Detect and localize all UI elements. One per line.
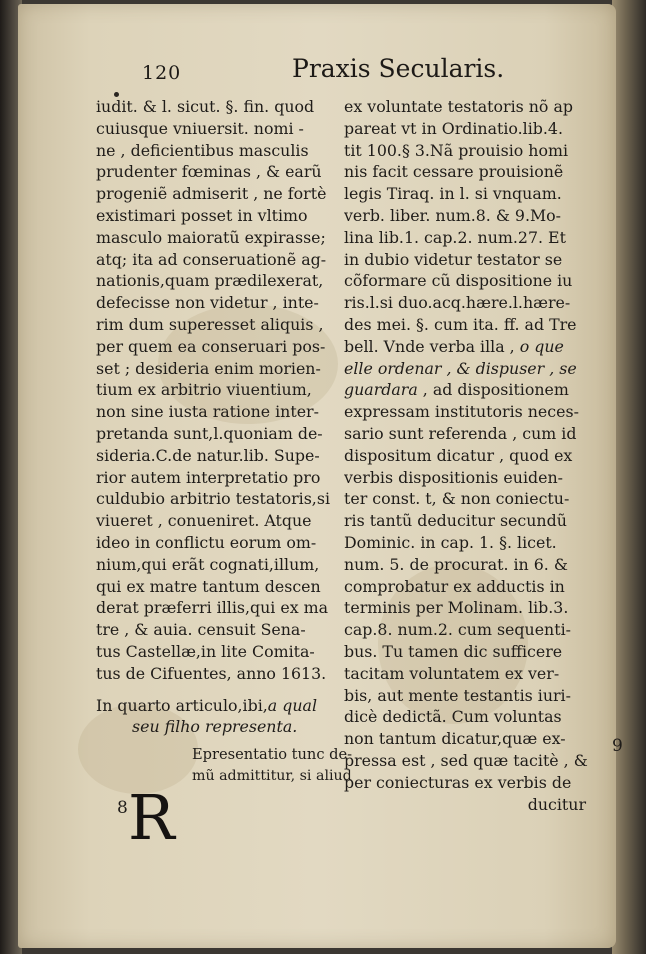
text-line: cap.8. num.2. cum sequenti- xyxy=(344,620,571,640)
page-header xyxy=(18,54,616,86)
text-line: verbis dispositionis euiden- xyxy=(344,467,563,487)
text-line: non sine iusta ratione inter- xyxy=(96,402,319,422)
text-line: nis facit cessare prouisionẽ xyxy=(344,162,564,182)
text-line: terminis per Molinam. lib.3. xyxy=(344,598,569,618)
text-line: num. 5. de procurat. in 6. & xyxy=(344,554,568,574)
article-heading-italic-line: seu filho representa. xyxy=(132,717,298,737)
text-line: atq; ita ad conseruationẽ ag- xyxy=(96,249,327,269)
article-heading-italic: a qual xyxy=(267,695,317,715)
text-line: pressa est , sed quæ tacitè , & xyxy=(344,750,588,770)
text-line xyxy=(344,379,596,401)
text-fragment: bell. Vnde verba illa , xyxy=(344,336,515,356)
text-fragment: , ad dispositionem xyxy=(422,380,569,400)
text-line: tit 100.§ 3.Nã prouisio homi xyxy=(344,140,569,160)
text-line: culdubio arbitrio testatoris,si xyxy=(96,489,330,509)
text-line: cuiusque vniuersit. nomi - xyxy=(96,118,304,138)
text-line: prudenter fœminas , & earũ xyxy=(96,162,322,182)
text-line: nationis,quam prædilexerat, xyxy=(96,271,324,291)
text-line: per coniecturas ex verbis de xyxy=(344,772,572,792)
text-line: tre , & auia. censuit Sena- xyxy=(96,620,306,640)
text-line: sario sunt referenda , cum id xyxy=(344,423,577,443)
text-line: ducitur xyxy=(527,794,586,814)
text-line: dispositum dicatur , quod ex xyxy=(344,445,573,465)
text-line: ter const. t, & non coniectu- xyxy=(344,489,570,509)
text-line: progeniẽ admiserit , ne fortè xyxy=(96,184,327,204)
text-line: Dominic. in cap. 1. §. licet. xyxy=(344,532,557,552)
text-line: ris tantũ deducitur secundũ xyxy=(344,511,567,531)
text-line: ne , deficientibus masculis xyxy=(96,140,309,160)
page-number: 120 xyxy=(142,62,182,84)
text-line: tus Castellæ,in lite Comita- xyxy=(96,641,315,661)
text-line: expressam institutoris neces- xyxy=(344,402,579,422)
article-heading-line xyxy=(96,695,352,717)
text-line: tium ex arbitrio viuentium, xyxy=(96,380,312,400)
text-line: pareat vt in Ordinatio.lib.4. xyxy=(344,118,563,138)
text-line: rim dum superesset aliquis , xyxy=(96,314,324,334)
text-line: ex voluntate testatoris nõ ap xyxy=(344,97,573,116)
italic-quote: guardara xyxy=(344,380,418,400)
text-line: legis Tiraq. in l. si vnquam. xyxy=(344,184,562,204)
italic-quote: o que xyxy=(519,336,564,356)
drop-cap-letter: R xyxy=(128,781,175,854)
left-column xyxy=(96,96,352,788)
text-line: in dubio videtur testator se xyxy=(344,249,563,269)
text-line: ideo in conflictu eorum om- xyxy=(96,532,317,552)
text-line: dicè dedictã. Cum voluntas xyxy=(344,707,562,727)
text-line: qui ex matre tantum descen xyxy=(96,576,321,596)
text-line: per quem ea conseruari pos- xyxy=(96,336,326,356)
text-line: masculo maioratũ expirasse; xyxy=(96,227,326,247)
margin-number-left: 8 xyxy=(117,798,128,818)
right-column xyxy=(344,96,596,815)
text-line: lina lib.1. cap.2. num.27. Et xyxy=(344,227,566,247)
text-line: comprobatur ex adductis in xyxy=(344,576,565,596)
text-line: tacitam voluntatem ex ver- xyxy=(344,663,560,683)
text-line: defecisse non videtur , inte- xyxy=(96,293,319,313)
text-line: non tantum dicatur,quæ ex- xyxy=(344,729,566,749)
text-line xyxy=(344,336,596,358)
running-title: Praxis Secularis. xyxy=(292,54,505,83)
text-line: des mei. §. cum ita. ff. ad Tre xyxy=(344,314,577,334)
text-line: nium,qui erãt cognati,illum, xyxy=(96,554,320,574)
article-heading-text: In quarto articulo,ibi, xyxy=(96,695,268,715)
margin-number-right: 9 xyxy=(612,736,623,756)
italic-quote-line: elle ordenar , & dispuser , se xyxy=(344,358,577,378)
text-line: tus de Cifuentes, anno 1613. xyxy=(96,663,327,683)
text-line: set ; desideria enim morien- xyxy=(96,358,321,378)
text-line: iudit. & l. sicut. §. fin. quod xyxy=(96,97,315,116)
text-line: derat præferri illis,qui ex ma xyxy=(96,598,329,618)
text-line: bis, aut mente testantis iuri- xyxy=(344,685,571,705)
dropcap-text-line: mũ admittitur, si aliud xyxy=(192,767,352,784)
drop-cap xyxy=(128,781,180,854)
text-line: sideria.C.de natur.lib. Supe- xyxy=(96,445,320,465)
text-line: cõformare cũ dispositione iu xyxy=(344,271,573,291)
text-line: viueret , conueniret. Atque xyxy=(96,511,312,531)
page-edges xyxy=(612,0,646,954)
text-line: pretanda sunt,l.quoniam de- xyxy=(96,423,323,443)
text-line: ris.l.si duo.acq.hære.l.hære- xyxy=(344,293,571,313)
text-line: bus. Tu tamen dic sufficere xyxy=(344,641,563,661)
text-line: existimari posset in vltimo xyxy=(96,205,308,225)
dropcap-text-line: Epresentatio tunc de- xyxy=(192,746,352,764)
text-line: verb. liber. num.8. & 9.Mo- xyxy=(344,205,562,225)
text-line: rior autem interpretatio pro xyxy=(96,467,321,487)
